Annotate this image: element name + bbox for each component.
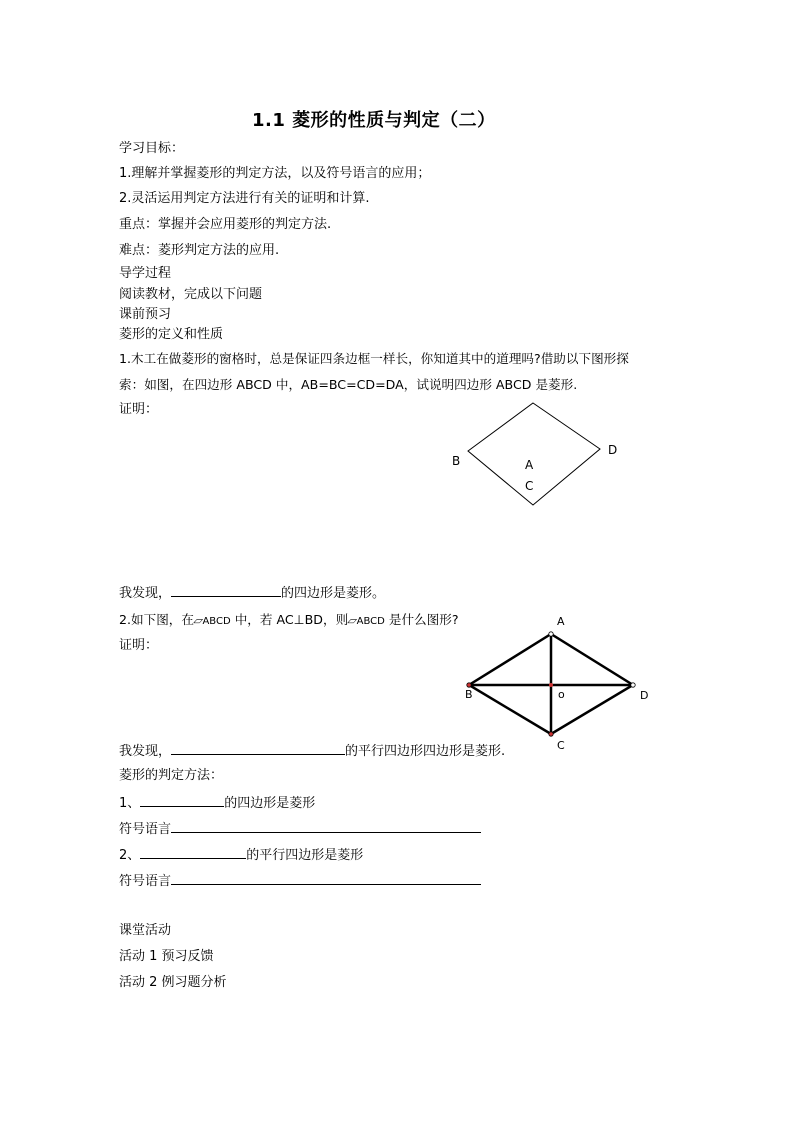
discover-1-suffix: 的四边形是菱形。: [281, 586, 386, 601]
method-2-prefix: 2、: [119, 848, 141, 863]
read-instruction: 阅读教材，完成以下问题: [119, 287, 263, 302]
vertex-label-a: A: [557, 615, 565, 628]
vertex-label-d: D: [640, 689, 649, 702]
question-2-middle: 中，若 AC⊥BD，则: [230, 612, 349, 627]
question-2-suffix: 是什么图形?: [384, 612, 459, 627]
rhombus-figure-2: [455, 610, 665, 755]
vertex-label-b: B: [465, 688, 473, 701]
symbol-language-1-blank[interactable]: [171, 820, 481, 833]
proof-label-2: 证明：: [119, 638, 159, 653]
method-1-suffix: 的四边形是菱形: [224, 796, 316, 811]
question-2-parallelogram-2: ABCD: [356, 616, 385, 627]
rhombus-shape: [468, 403, 600, 505]
method-2-suffix: 的平行四边形是菱形: [246, 848, 364, 863]
vertex-label-b: B: [452, 454, 461, 468]
rhombus-figure-1: [440, 395, 630, 515]
vertex-label-a: A: [525, 458, 534, 472]
objective-1: 1.理解并掌握菱形的判定方法，以及符号语言的应用；: [119, 166, 431, 181]
question-2-parallelogram-1: ABCD: [202, 616, 231, 627]
center-point-o: [549, 683, 553, 687]
vertex-label-c: C: [557, 739, 565, 752]
preview-heading: 课前预习: [119, 307, 172, 322]
activity-2: 活动 2 例习题分析: [119, 975, 227, 990]
discover-2-suffix: 的平行四边形四边形是菱形.: [345, 744, 506, 759]
vertex-point-c: [549, 732, 553, 736]
activity-1: 活动 1 预习反馈: [119, 949, 214, 964]
method-2: [119, 846, 363, 864]
discover-2-blank[interactable]: [171, 742, 345, 755]
discover-2: [119, 742, 505, 760]
method-1-prefix: 1、: [119, 796, 141, 811]
key-point: 重点：掌握并会应用菱形的判定方法.: [119, 217, 332, 232]
vertex-point-b: [467, 683, 471, 687]
guide-heading: 导学过程: [119, 266, 172, 281]
symbol-language-2-blank[interactable]: [171, 872, 481, 885]
symbol-language-1: [119, 820, 481, 838]
methods-heading: 菱形的判定方法：: [119, 768, 224, 783]
vertex-point-d: [631, 683, 635, 687]
question-2-prefix: 2.如下图，在: [119, 612, 194, 627]
method-1: [119, 794, 315, 812]
objective-2: 2.灵活运用判定方法进行有关的证明和计算.: [119, 191, 370, 206]
method-1-blank[interactable]: [140, 794, 224, 807]
method-2-blank[interactable]: [140, 846, 246, 859]
symbol-language-2-label: 符号语言: [119, 874, 172, 889]
discover-1: [119, 584, 385, 602]
discover-1-blank[interactable]: [171, 584, 281, 597]
class-activity-heading: 课堂活动: [119, 923, 172, 938]
vertex-label-d: D: [608, 443, 618, 457]
question-1-line-1: 1.木工在做菱形的窗格时，总是保证四条边框一样长，你知道其中的道理吗?借助以下图形探: [119, 351, 629, 366]
question-1-line-2: 索：如图，在四边形 ABCD 中，AB=BC=CD=DA，试说明四边形 ABCD 是菱形.: [119, 377, 578, 392]
discover-2-prefix: 我发现，: [119, 744, 172, 759]
symbol-language-1-label: 符号语言: [119, 822, 172, 837]
vertex-label-c: C: [525, 479, 534, 493]
center-label-o: o: [558, 688, 565, 701]
page-title: 1.1 菱形的性质与判定（二）: [252, 110, 496, 131]
difficulty: 难点：菱形判定方法的应用.: [119, 243, 280, 258]
vertex-point-a: [549, 632, 553, 636]
proof-label-1: 证明：: [119, 402, 159, 417]
symbol-language-2: [119, 872, 481, 890]
definition-heading: 菱形的定义和性质: [119, 327, 224, 342]
objectives-heading: 学习目标：: [119, 141, 185, 156]
question-2: [119, 612, 459, 630]
parallelogram-symbol-icon: ▱: [345, 614, 360, 627]
parallelogram-symbol-icon: ▱: [191, 614, 206, 627]
discover-1-prefix: 我发现，: [119, 586, 172, 601]
